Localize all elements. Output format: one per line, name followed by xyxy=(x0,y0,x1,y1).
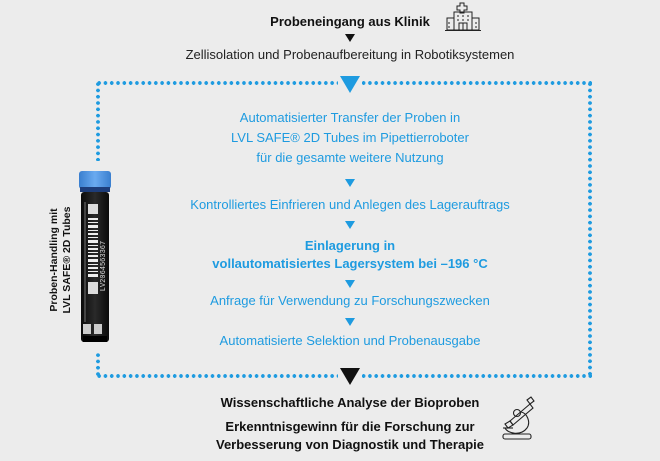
sample-tube-icon xyxy=(78,170,112,352)
loop-step-3: Einlagerung in vollautomatisiertes Lagersystem bei –196 °C xyxy=(212,238,488,271)
loop-step-5: Automatisierte Selektion und Probenausgabe xyxy=(219,333,481,348)
loop-step-1: Automatisierter Transfer der Proben in LVL SAFE® 2D Tubes im Pipettierroboter für die gesamte weitere Nutzung xyxy=(231,110,469,165)
loop-exit-arrow-icon xyxy=(340,368,360,385)
loop-border-right xyxy=(588,81,592,377)
microscope-icon xyxy=(500,394,540,444)
arrow-down-icon xyxy=(345,34,355,42)
header-title: Probeneingang aus Klinik xyxy=(270,14,430,29)
header-subtitle: Zellisolation und Probenaufbereitung in Robotiksystemen xyxy=(185,47,515,62)
svg-text:LV2064563367: LV2064563367 xyxy=(100,240,108,292)
footer-result: Erkenntnisgewinn für die Forschung zur Verbesserung von Diagnostik und Therapie xyxy=(215,419,484,452)
arrow-down-icon xyxy=(345,318,355,326)
loop-border-left-upper xyxy=(96,81,100,161)
side-label: Proben-Handling mit LVL SAFE® 2D Tubes xyxy=(48,206,73,314)
loop-step-2: Kontrolliertes Einfrieren und Anlegen des Lagerauftrags xyxy=(190,197,510,212)
hospital-icon xyxy=(444,2,482,32)
loop-step-4: Anfrage für Verwendung zu Forschungszwecken xyxy=(210,293,490,308)
footer-title: Wissenschaftliche Analyse der Bioproben xyxy=(220,395,480,410)
arrow-down-icon xyxy=(345,280,355,288)
arrow-down-icon xyxy=(345,221,355,229)
loop-entry-arrow-icon xyxy=(340,76,360,93)
arrow-down-icon xyxy=(345,179,355,187)
